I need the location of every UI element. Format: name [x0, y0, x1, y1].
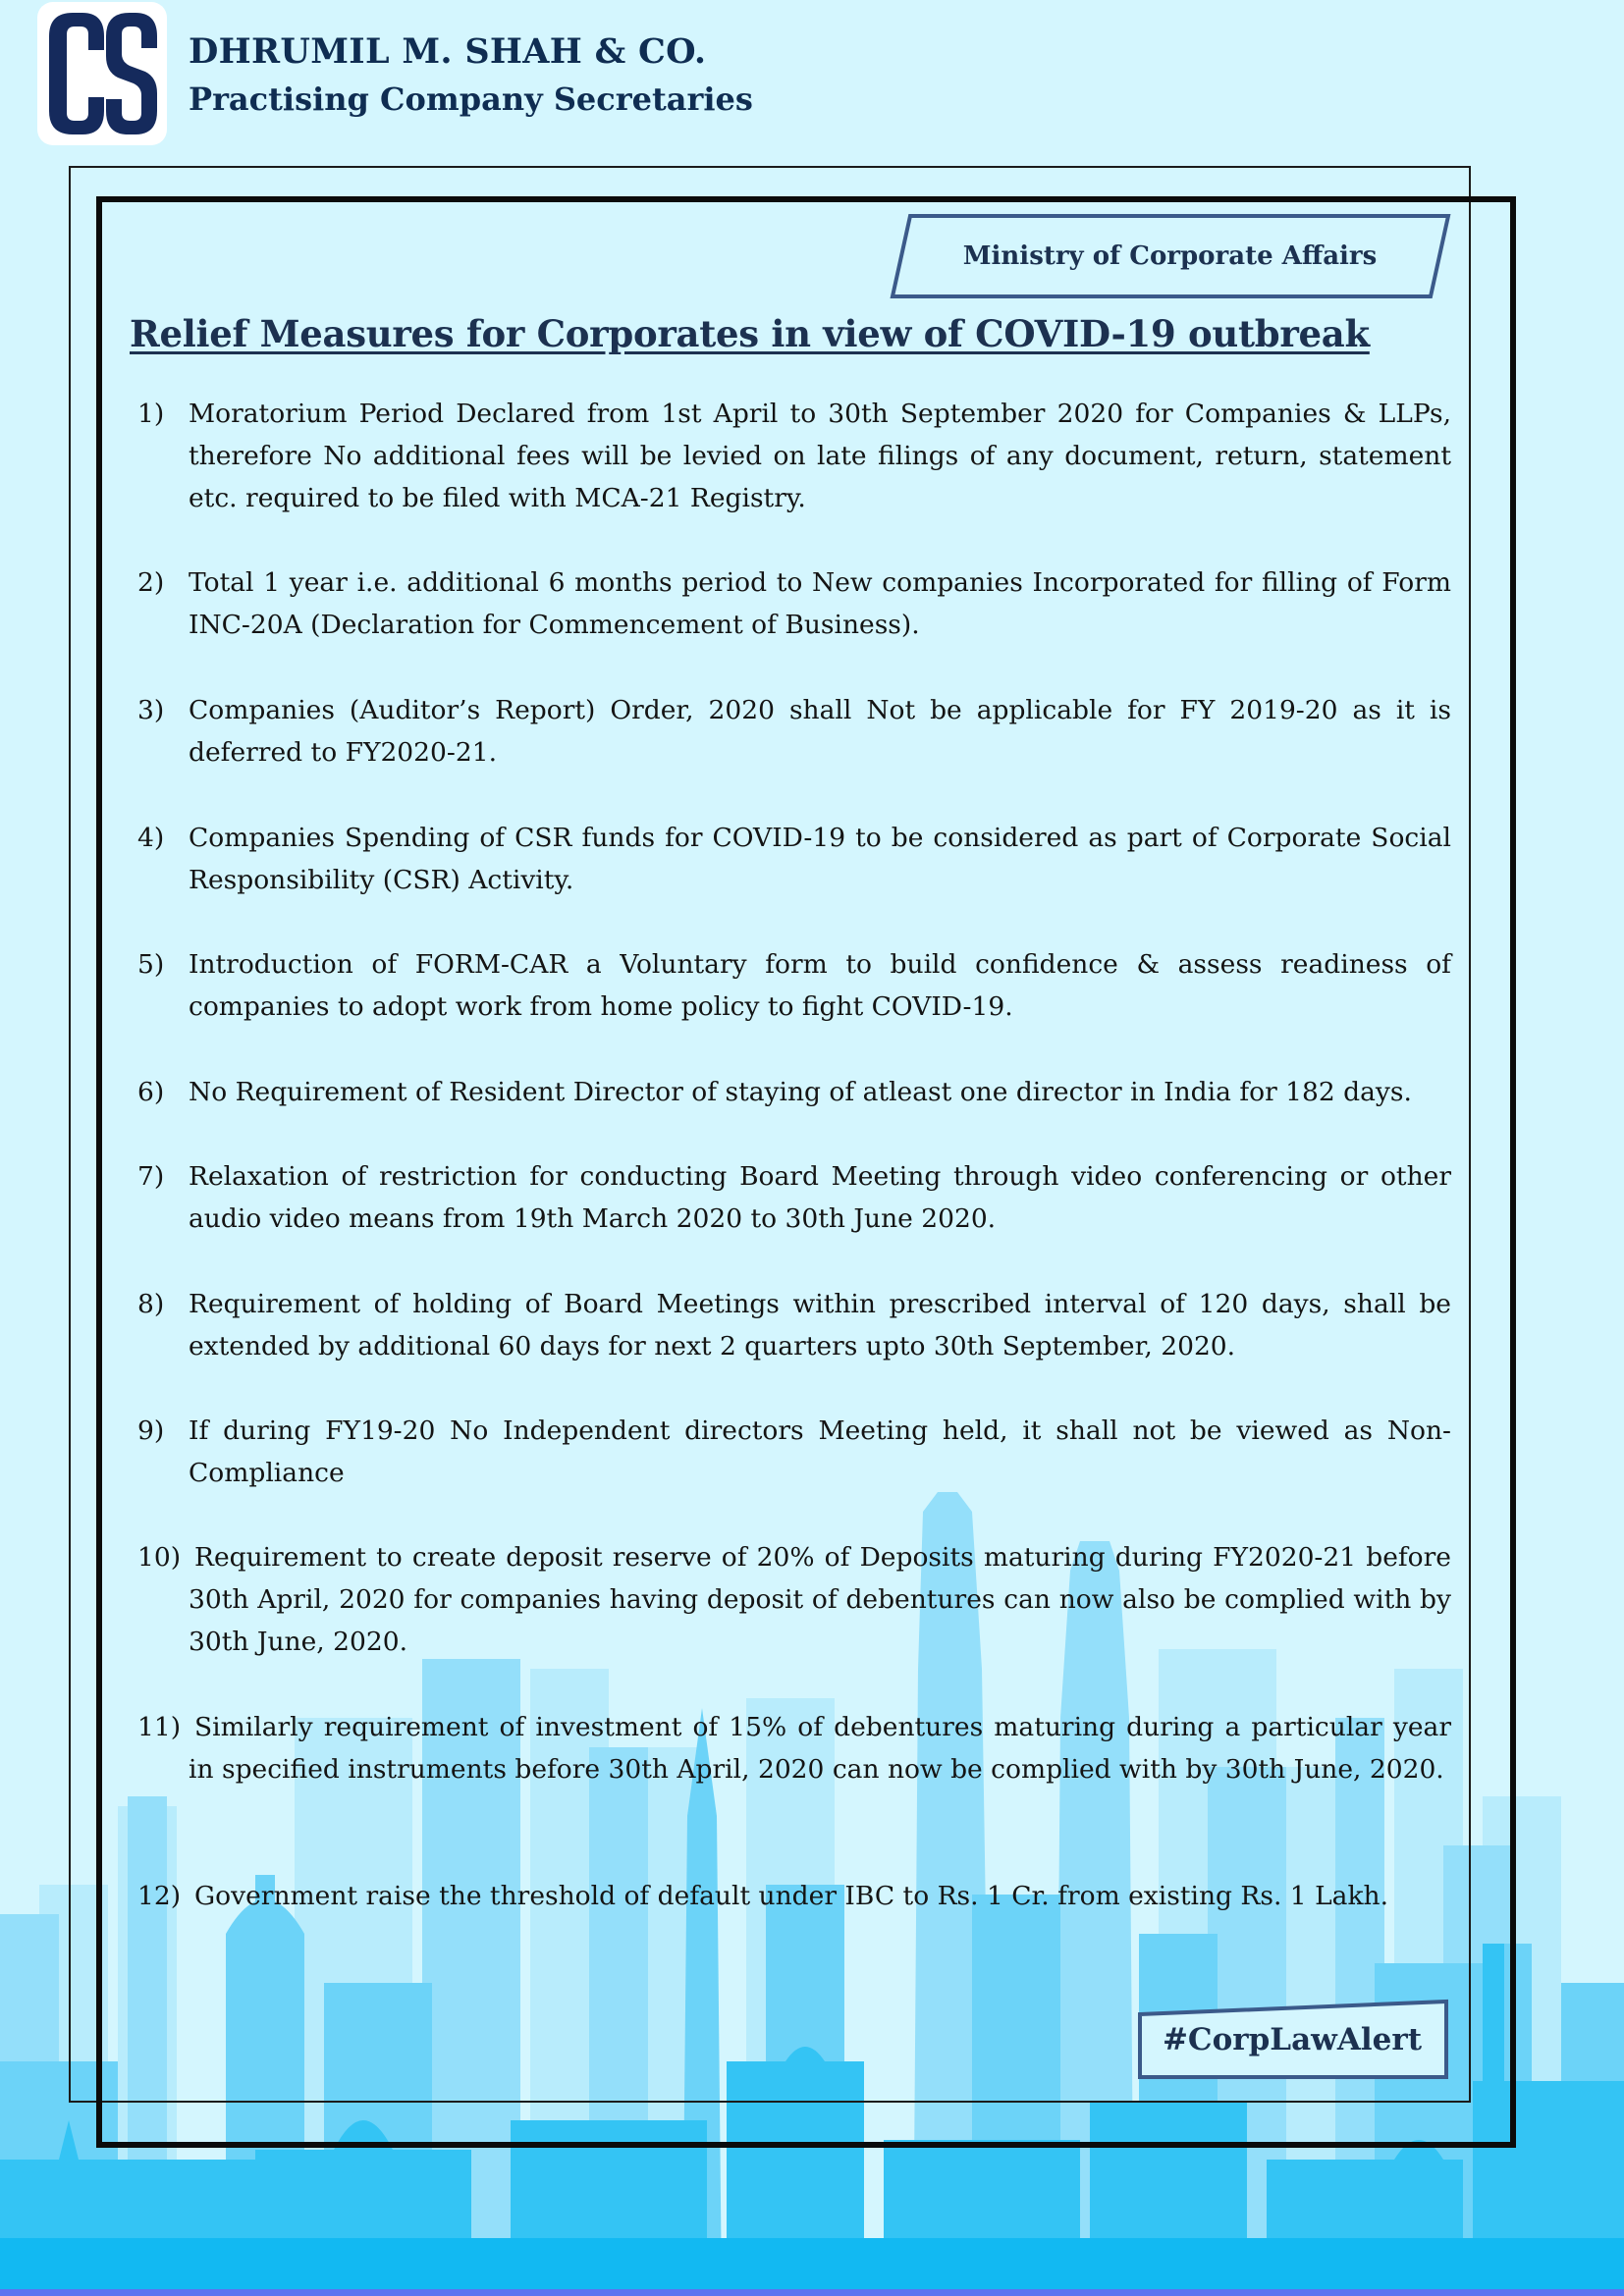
cs-logo	[37, 2, 167, 145]
list-item-number: 1)	[137, 399, 165, 429]
list-item-text: Relaxation of restriction for conducting Board Meeting through video conferencing or other audio video means from 19th March 2020 to 30th June 2020.	[189, 1161, 1451, 1234]
list-item	[137, 1536, 1451, 1663]
list-item-number: 6)	[137, 1077, 165, 1107]
list-item	[137, 817, 1451, 901]
list-item-number: 5)	[137, 949, 165, 980]
list-item	[137, 561, 1451, 646]
list-item-number: 7)	[137, 1161, 165, 1192]
firm-name: DHRUMIL M. SHAH & CO.	[189, 31, 707, 72]
list-item	[137, 1706, 1451, 1790]
hashtag-badge	[1136, 1999, 1448, 2081]
list-item	[137, 1155, 1451, 1240]
list-item-number: 4)	[137, 823, 165, 853]
list-item-text: If during FY19-20 No Independent directors Meeting held, it shall not be viewed as Non-Compliance	[189, 1415, 1451, 1488]
list-item	[137, 1283, 1451, 1367]
list-item-number: 12)	[137, 1881, 182, 1911]
list-item-text: No Requirement of Resident Director of staying of atleast one director in India for 182 days.	[189, 1077, 1412, 1107]
ministry-tag	[889, 213, 1451, 299]
list-item-text: Requirement of holding of Board Meetings within prescribed interval of 120 days, shall be extended by additional 60 days for next 2 quarters upto 30th September, 2020.	[189, 1289, 1451, 1362]
list-item	[137, 1071, 1451, 1113]
cs-logo-mark	[43, 7, 161, 140]
list-item-text: Requirement to create deposit reserve of 20% of Deposits maturing during FY2020-21 before 30th April, 2020 for companies having deposit of debentures can now also be complied with by 30th June, 2020.	[189, 1542, 1451, 1657]
list-item-number: 3)	[137, 695, 165, 725]
ministry-tag-label: Ministry of Corporate Affairs	[962, 241, 1378, 271]
list-item-number: 11)	[137, 1712, 182, 1742]
list-item-text: Government raise the threshold of default under IBC to Rs. 1 Cr. from existing Rs. 1 Lakh.	[194, 1881, 1389, 1911]
list-item-text: Similarly requirement of investment of 15% of debentures maturing during a particular year in specified instruments before 30th April, 2020 can now be complied with by 30th June, 2020.	[189, 1712, 1451, 1785]
list-item-text: Moratorium Period Declared from 1st April to 30th September 2020 for Companies & LLPs, therefore No additional fees will be levied on late filings of any document, return, statement etc. required to be filed with MCA-21 Registry.	[189, 399, 1451, 513]
firm-subtitle: Practising Company Secretaries	[189, 80, 753, 118]
list-item-text: Total 1 year i.e. additional 6 months period to New companies Incorporated for filling of Form INC-20A (Declaration for Commencement of Business).	[189, 567, 1451, 640]
list-item-text: Introduction of FORM-CAR a Voluntary form to build confidence & assess readiness of companies to adopt work from home policy to fight COVID-19.	[189, 949, 1451, 1022]
list-item	[137, 393, 1451, 519]
list-item-number: 9)	[137, 1415, 165, 1446]
list-item-text: Companies (Auditor’s Report) Order, 2020 shall Not be applicable for FY 2019-20 as it is deferred to FY2020-21.	[189, 695, 1451, 768]
list-item-number: 8)	[137, 1289, 165, 1319]
page-title: Relief Measures for Corporates in view of COVID-19 outbreak	[130, 312, 1370, 355]
list-item	[137, 689, 1451, 774]
hashtag-label: #CorpLawAlert	[1162, 2022, 1423, 2057]
list-item-text: Companies Spending of CSR funds for COVID-19 to be considered as part of Corporate Social Responsibility (CSR) Activity.	[189, 823, 1451, 895]
list-item	[137, 1875, 1451, 1917]
list-item	[137, 1410, 1451, 1494]
list-item	[137, 943, 1451, 1028]
list-item-number: 2)	[137, 567, 165, 598]
list-item-number: 10)	[137, 1542, 182, 1573]
